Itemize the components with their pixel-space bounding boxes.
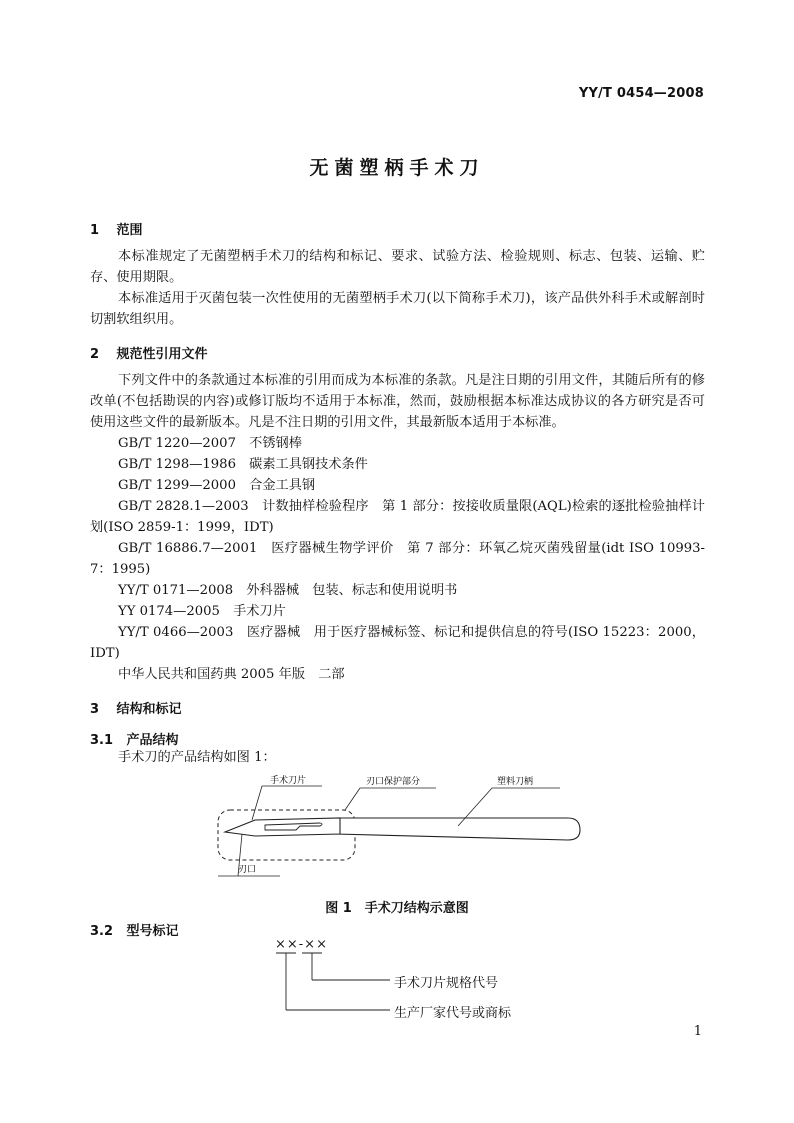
subsection-3-2-heading (90, 920, 179, 939)
subsection-number: 3.2 (90, 924, 114, 939)
section-1-heading (90, 219, 143, 238)
scalpel-diagram (200, 768, 600, 888)
model-marking-diagram (270, 935, 570, 1025)
reference-item: YY/T 0171—2008 外科器械 包装、标志和使用说明书 (118, 583, 458, 598)
section-number: 2 (90, 347, 100, 362)
references-intro: 下列文件中的条款通过本标准的引用而成为本标准的条款。凡是注日期的引用文件，其随后所有的修改单(不包括勘误的内容)或修订版均不适用于本标准，然而，鼓励根据本标准达成协议的各方研究是否可使用这些文件的最新版本。凡是不注日期的引用文件，其最新版本适用于本标准。 (90, 373, 705, 430)
scope-paragraph-2: 本标准适用于灭菌包装一次性使用的无菌塑柄手术刀(以下简称手术刀)，该产品供外科手术或解剖时切割软组织用。 (90, 291, 705, 327)
reference-item: GB/T 2828.1—2003 计数抽样检验程序 第 1 部分：按接收质量限(AQL)检索的逐批检验抽样计划(ISO 2859-1：1999，IDT) (90, 499, 705, 535)
label-blade: 手术刀片 (270, 776, 307, 786)
section-number: 3 (90, 702, 100, 717)
standard-number: YY/T 0454—2008 (578, 86, 704, 101)
section-2-heading (90, 343, 208, 362)
section-3-heading (90, 698, 182, 717)
section-title: 规范性引用文件 (116, 347, 208, 362)
section-title: 结构和标记 (116, 702, 182, 717)
figure-caption: 图 1 手术刀结构示意图 (325, 901, 469, 916)
label-handle: 塑料刀柄 (497, 777, 534, 787)
reference-item: YY/T 0466—2003 医疗器械 用于医疗器械标签、标记和提供信息的符号(ISO 15223：2000，IDT) (90, 625, 705, 661)
plastic-handle (335, 818, 580, 840)
label-manufacturer: 生产厂家代号或商标 (394, 1006, 512, 1021)
reference-item: GB/T 1298—1986 碳素工具钢技术条件 (118, 457, 368, 472)
label-blade-guard: 刃口保护部分 (366, 777, 421, 787)
page-number: 1 (693, 1024, 702, 1039)
reference-item: GB/T 1299—2000 合金工具钢 (118, 478, 316, 493)
reference-item: GB/T 16886.7—2001 医疗器械生物学评价 第 7 部分：环氧乙烷灭菌残留量(idt ISO 10993-7：1995) (90, 541, 705, 577)
label-blade-spec: 手术刀片规格代号 (394, 976, 499, 991)
model-code: ××-×× (275, 937, 328, 952)
reference-item: 中华人民共和国药典 2005 年版 二部 (118, 667, 345, 682)
subsection-number: 3.1 (90, 733, 114, 748)
label-edge: 刃口 (238, 865, 257, 875)
reference-item: GB/T 1220—2007 不锈钢棒 (118, 436, 302, 451)
scope-paragraph-1: 本标准规定了无菌塑柄手术刀的结构和标记、要求、试验方法、检验规则、标志、包装、运输、贮存、使用期限。 (90, 249, 705, 285)
section-number: 1 (90, 223, 100, 238)
subsection-title: 型号标记 (126, 924, 179, 939)
subsection-title: 产品结构 (126, 733, 179, 748)
scalpel-structure-figure (200, 768, 600, 888)
document-title: 无菌塑柄手术刀 (309, 157, 485, 179)
structure-text: 手术刀的产品结构如图 1： (118, 750, 276, 765)
reference-item: YY 0174—2005 手术刀片 (118, 604, 286, 619)
subsection-3-1-heading (90, 729, 179, 748)
section-title: 范围 (116, 223, 143, 238)
